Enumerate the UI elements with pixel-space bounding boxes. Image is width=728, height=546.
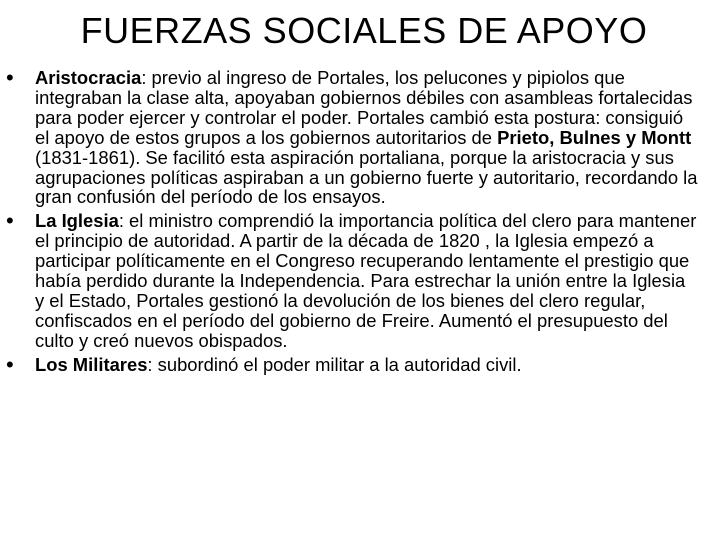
bullet-text: : subordinó el poder militar a la autoridad civil. [147, 353, 522, 375]
slide-title: FUERZAS SOCIALES DE APOYO [80, 10, 648, 51]
bullet-list [6, 65, 698, 379]
bullet-text: : previo al ingreso de Portales, los pelucones y pipiolos que integraban la clase alta, apoyaban gobiernos débiles con asambleas fortalecidas para poder ejercer y controlar el poder. Portales cambió esta postura: consiguió el apoyo de estos grupos a los gobiernos autoritarios de [35, 67, 693, 148]
bullet-text-continued: (1831-1861). Se facilitó esta aspiración portaliana, porque la aristocracia y sus agrupaciones políticas aspiraban a un gobierno fuerte y autoritario, recordando la gran confusión del período de los ensayos. [35, 146, 698, 208]
bullet-emphasis: Prieto, Bulnes y Montt [497, 126, 692, 148]
bullet-militares [6, 351, 698, 377]
bullet-term: La Iglesia [35, 210, 119, 232]
bullet-term: Aristocracia [35, 67, 142, 88]
bullet-icon: • [6, 65, 14, 90]
bullet-icon: • [6, 351, 14, 377]
bullet-iglesia [6, 208, 698, 351]
bullet-aristocracia [6, 65, 698, 208]
bullet-term: Los Militares [35, 353, 148, 375]
bullet-icon: • [6, 208, 14, 234]
bullet-text: : el ministro comprendió la importancia política del clero para mantener el principio de autoridad. A partir de la década de 1820 , la Iglesia empezó a participar políticamente en el Congreso recuperando lentamente el prestigio que había perdido durante la Independencia. Para estrechar la unión entre la Iglesia y el Estado, Portales gestionó la devolución de los bienes del clero regular, confiscados en el período del gobierno de Freire. Aumentó el presupuesto del culto y creó nuevos obispados. [35, 210, 697, 351]
